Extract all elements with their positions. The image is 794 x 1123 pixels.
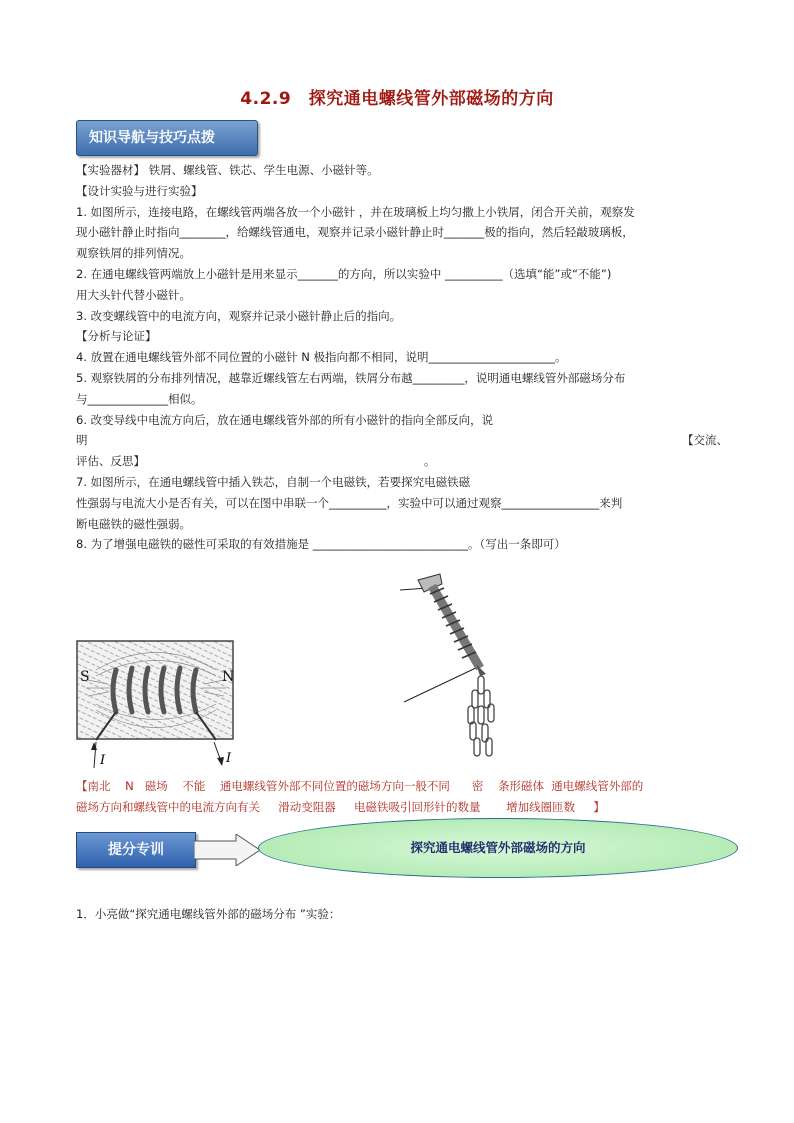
knowledge-body: [76, 160, 726, 555]
page-title: 4.2.9 探究通电螺线管外部磁场的方向: [240, 89, 554, 109]
section-banner-label: 知识导航与技巧点拨: [89, 130, 215, 146]
text-line: 8. 为了增强电磁铁的磁性可采取的有效措施是 ___________________________。（写出一条即可）: [76, 537, 566, 552]
answer-key: [76, 776, 726, 818]
text-line: 【分析与论证】: [76, 329, 157, 344]
text-line-tail: 。: [424, 454, 436, 469]
text-line: 3. 改变螺线管中的电流方向，观察并记录小磁针静止后的指向。: [76, 308, 402, 323]
text-line: 性强弱与电流大小是否有关，可以在图中串联一个__________，实验中可以通过观察_________________来判: [76, 495, 623, 510]
text-line: [76, 451, 726, 472]
drill-topic-ellipse: 探究通电螺线管外部磁场的方向: [258, 818, 738, 878]
current-label-left: I: [100, 753, 106, 768]
answer-line: 【南北 N 磁场 不能 通电螺线管外部不同位置的磁场方向一般不同 密 条形磁体 通电螺线管外部的: [76, 779, 644, 793]
text-line: 6. 改变导线中电流方向后，放在通电螺线管外部的所有小磁针的指向全部反向，说: [76, 412, 494, 427]
pole-s-label: S: [80, 669, 90, 685]
text-line: 【设计实验与进行实验】: [76, 183, 203, 198]
text-line: 现小磁针静止时指向________，给螺线管通电，观察并记录小磁针静止时_______极的指向，然后轻敲玻璃板，: [76, 225, 634, 240]
text-line: 【实验器材】 铁屑、螺线管、铁芯、学生电源、小磁针等。: [76, 163, 379, 177]
text-line: 观察铁屑的排列情况。: [76, 246, 191, 261]
solenoid-figure: [76, 640, 238, 774]
arrow-right-icon: [194, 834, 264, 866]
text-line: 5. 观察铁屑的分布排列情况，越靠近螺线管左右两端，铁屑分布越_________，说明通电螺线管外部磁场分布: [76, 370, 626, 385]
text-line: 断电磁铁的磁性强弱。: [76, 516, 191, 531]
text-line: 1. 如图所示，连接电路，在螺线管两端各放一个小磁针 ，并在玻璃板上均匀撒上小铁屑，闭合开关前，观察发: [76, 204, 635, 219]
text-line-tail: 【交流、: [682, 433, 728, 448]
current-label-right: I: [226, 751, 232, 766]
text-line: 2. 在通电螺线管两端放上小磁针是用来显示_______的方向，所以实验中 __________（选填“能”或“不能”): [76, 266, 612, 281]
drill-button[interactable]: 提分专训: [76, 832, 196, 868]
electromagnet-figure: [400, 572, 510, 766]
section-banner: [76, 120, 258, 156]
text-line: 4. 放置在通电螺线管外部不同位置的小磁针 N 极指向都不相同，说明______________________。: [76, 350, 567, 365]
question-1: 1．小亮做“探究通电螺线管外部的磁场分布 ”实验：: [76, 907, 341, 921]
answer-line: 磁场方向和螺线管中的电流方向有关 滑动变阻器 电磁铁吸引回形针的数量 增加线圈匝数 】: [76, 799, 605, 814]
text-line-start: 评估、反思】: [76, 454, 145, 469]
text-line-start: 明: [76, 433, 88, 448]
text-line: 与______________相似。: [76, 391, 203, 406]
text-line: 用大头针代替小磁针。: [76, 287, 191, 302]
pole-n-label: N: [222, 669, 235, 685]
text-line: [76, 430, 726, 451]
text-line: 7. 如图所示，在通电螺线管中插入铁芯，自制一个电磁铁，若要探究电磁铁磁: [76, 474, 471, 489]
